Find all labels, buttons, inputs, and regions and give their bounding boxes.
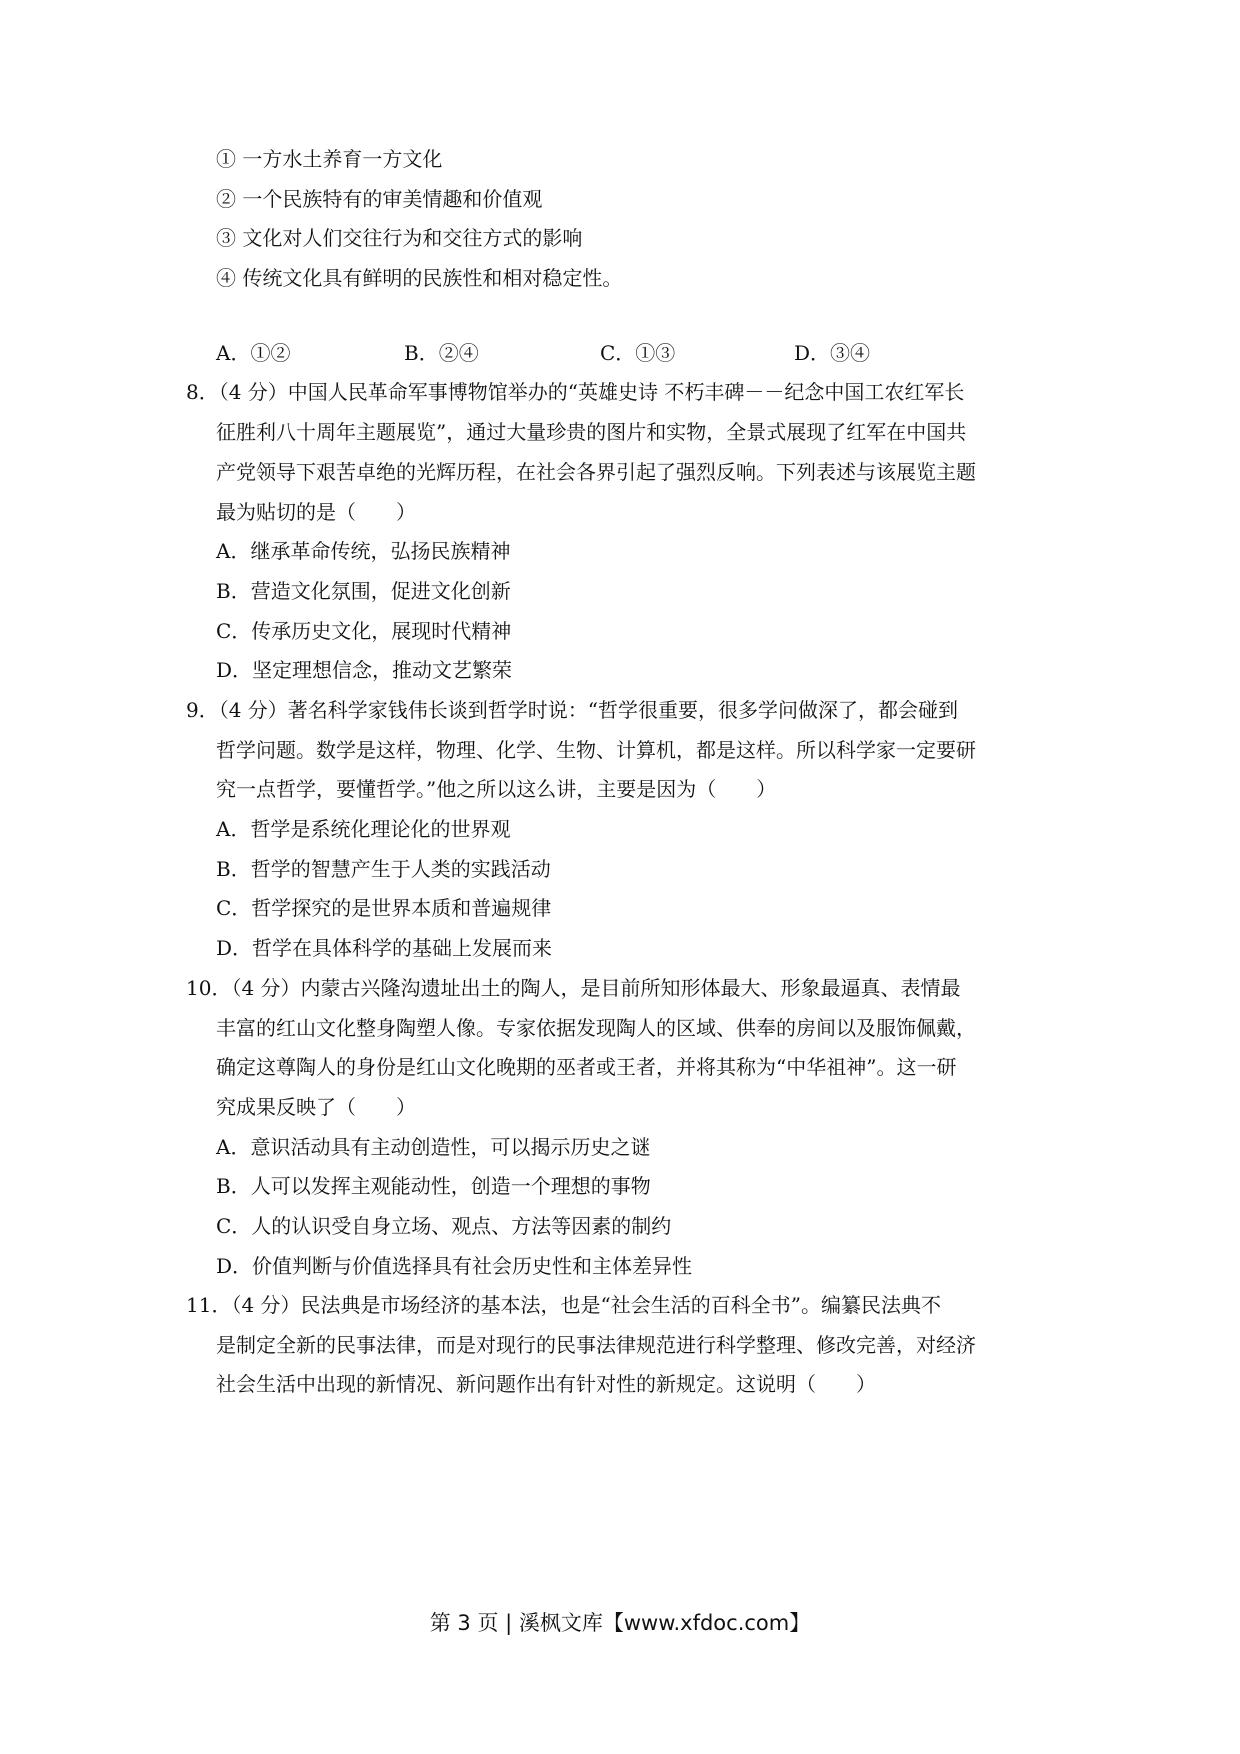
- q8-stem-line-2: 征胜利八十周年主题展览”，通过大量珍贵的图片和实物，全景式展现了红军在中国共: [216, 420, 967, 444]
- q9-stem-line-2: 哲学问题。数学是这样，物理、化学、生物、计算机，都是这样。所以科学家一定要研: [216, 738, 976, 762]
- q10-option-c: C．人的认识受自身立场、观点、方法等因素的制约: [216, 1214, 672, 1238]
- q7-item-2: ② 一个民族特有的审美情趣和价值观: [216, 187, 543, 211]
- q7-option-c: C．①③: [600, 341, 676, 365]
- q10-stem-line-3: 确定这尊陶人的身份是红山文化晚期的巫者或王者，并将其称为“中华祖神”。这一研: [216, 1055, 957, 1079]
- q8-option-c: C．传承历史文化，展现时代精神: [216, 619, 512, 643]
- q9-option-d: D．哲学在具体科学的基础上发展而来: [216, 936, 553, 960]
- q11-stem-line-2: 是制定全新的民事法律，而是对现行的民事法律规范进行科学整理、修改完善，对经济: [216, 1333, 976, 1357]
- q8-option-b: B．营造文化氛围，促进文化创新: [216, 579, 511, 603]
- q7-options: [216, 339, 1016, 367]
- q10-option-a: A．意识活动具有主动创造性，可以揭示历史之谜: [216, 1135, 651, 1159]
- q8-stem-line-1: 8．（4 分）中国人民革命军事博物馆举办的“英雄史诗 不朽丰碑－－纪念中国工农红军长: [186, 380, 965, 404]
- q11-stem-line-3: 社会生活中出现的新情况、新问题作出有针对性的新规定。这说明（ ）: [216, 1372, 876, 1396]
- q11-stem-line-1: 11．（4 分）民法典是市场经济的基本法，也是“社会生活的百科全书”。编纂民法典不: [186, 1293, 941, 1317]
- q8-stem-line-4: 最为贴切的是（ ）: [216, 500, 416, 524]
- q7-option-b: B．②④: [404, 341, 479, 365]
- q10-option-b: B．人可以发挥主观能动性，创造一个理想的事物: [216, 1174, 651, 1198]
- q8-stem-line-3: 产党领导下艰苦卓绝的光辉历程，在社会各界引起了强烈反响。下列表述与该展览主题: [216, 460, 976, 484]
- q9-stem-line-1: 9．（4 分）著名科学家钱伟长谈到哲学时说：“哲学很重要，很多学问做深了，都会碰到: [186, 698, 959, 722]
- q10-stem-line-4: 究成果反映了（ ）: [216, 1095, 416, 1119]
- q9-stem-line-3: 究一点哲学，要懂哲学。”他之所以这么讲，主要是因为（ ）: [216, 777, 777, 801]
- q10-stem-line-1: 10．（4 分）内蒙古兴隆沟遗址出土的陶人，是目前所知形体最大、形象最逼真、表情最: [186, 976, 961, 1000]
- q8-option-d: D．坚定理想信念，推动文艺繁荣: [216, 658, 513, 682]
- q8-option-a: A．继承革命传统，弘扬民族精神: [216, 539, 511, 563]
- q7-item-4: ④ 传统文化具有鲜明的民族性和相对稳定性。: [216, 266, 623, 290]
- q9-option-b: B．哲学的智慧产生于人类的实践活动: [216, 857, 551, 881]
- q7-option-a: A．①②: [216, 341, 291, 365]
- q7-item-1: ① 一方水土养育一方文化: [216, 147, 443, 171]
- q9-option-a: A．哲学是系统化理论化的世界观: [216, 817, 511, 841]
- page-footer: 第 3 页 | 溪枫文库【www.xfdoc.com】: [429, 1611, 811, 1635]
- q9-option-c: C．哲学探究的是世界本质和普遍规律: [216, 896, 552, 920]
- q7-item-3: ③ 文化对人们交往行为和交往方式的影响: [216, 226, 583, 250]
- q10-option-d: D．价值判断与价值选择具有社会历史性和主体差异性: [216, 1254, 693, 1278]
- q10-stem-line-2: 丰富的红山文化整身陶塑人像。专家依据发现陶人的区域、供奉的房间以及服饰佩戴，: [216, 1016, 976, 1040]
- q7-option-d: D．③④: [794, 341, 871, 365]
